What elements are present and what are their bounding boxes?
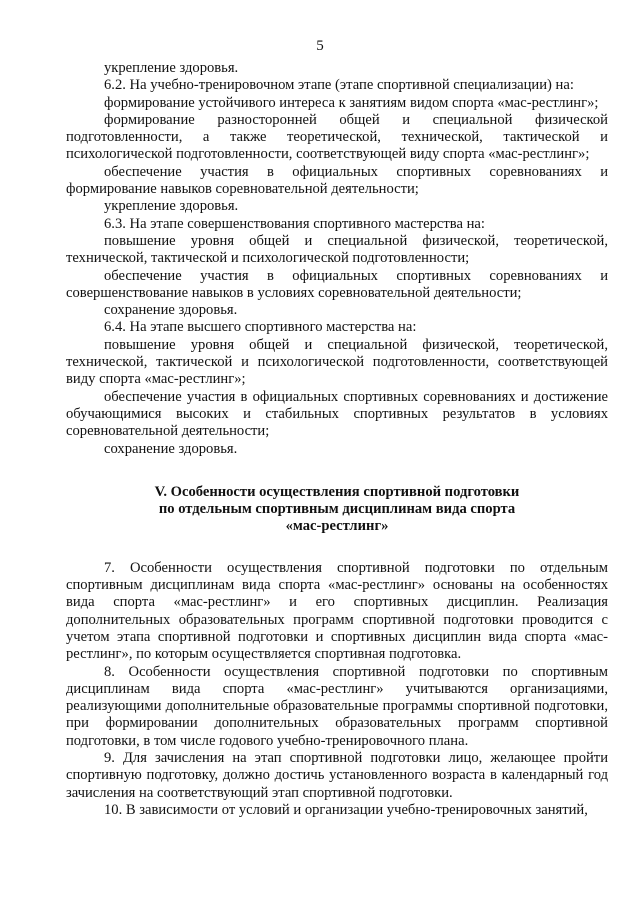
section-heading-line: «мас-рестлинг» [285, 518, 389, 535]
paragraph: формирование разносторонней общей и специальной физической подготовленности, а также теоретической, технической, тактической и психологической подготовленности, соответствующей виду спорта «мас-рестлинг»; [66, 111, 608, 163]
paragraph: обеспечение участия в официальных спортивных соревнованиях и совершенствование навыков в условиях соревновательной деятельности; [66, 267, 608, 301]
paragraph: сохранение здоровья. [104, 302, 238, 319]
paragraph: сохранение здоровья. [104, 440, 238, 457]
section-heading [66, 484, 608, 536]
page-number: 5 [316, 38, 324, 54]
section-heading-line: по отдельным спортивным дисциплинам вида спорта [158, 501, 516, 518]
paragraph: 8. Особенности осуществления спортивной подготовки по спортивным дисциплинам вида спорта «мас-рестлинг» учитываются организациями, реализующими дополнительные образовательные программы спортивной подготовки, при формировании дополнительных образовательных программ спортивной подготовки, в том числе годового учебно-тренировочного плана. [66, 663, 608, 749]
paragraph: 6.4. На этапе высшего спортивного мастерства на: [104, 319, 417, 336]
section-heading-line: V. Особенности осуществления спортивной подготовки [154, 483, 520, 500]
paragraph: укрепление здоровья. [104, 60, 239, 76]
paragraph: 9. Для зачисления на этап спортивной подготовки лицо, желающее пройти спортивную подготовку, должно достичь установленного возраста в календарный год зачисления на соответствующий этап спортивной подготовки. [66, 749, 608, 801]
paragraph: повышение уровня общей и специальной физической, теоретической, технической, тактической и психологической подготовленности, соответствующей виду спорта «мас-рестлинг»; [66, 336, 608, 388]
paragraph: укрепление здоровья. [104, 198, 239, 215]
paragraph: повышение уровня общей и специальной физической, теоретической, технической, тактической и психологической подготовленности; [66, 232, 608, 267]
paragraph: 6.3. На этапе совершенствования спортивного мастерства на: [104, 215, 485, 232]
paragraph: 7. Особенности осуществления спортивной подготовки по отдельным спортивным дисциплинам вида спорта «мас-рестлинг» основаны на особенностях вида спорта «мас-рестлинг» и его спортивных дисциплин. Реализация дополнительных образовательных программ спортивной подготовки проводится с учетом этапа спортивной подготовки и спортивных дисциплин вида спорта «мас-рестлинг», по которым осуществляется спортивная подготовка. [66, 559, 608, 663]
paragraph: обеспечение участия в официальных спортивных соревнованиях и достижение обучающимися высоких и стабильных спортивных результатов в условиях соревновательной деятельности; [66, 388, 608, 440]
paragraph: 10. В зависимости от условий и организации учебно-тренировочных занятий, [104, 801, 588, 818]
paragraph: формирование устойчивого интереса к занятиям видом спорта «мас-рестлинг»; [104, 94, 599, 111]
paragraph: 6.2. На учебно-тренировочном этапе (этапе спортивной специализации) на: [104, 77, 574, 94]
paragraph: обеспечение участия в официальных спортивных соревнованиях и формирование навыков соревновательной деятельности; [66, 163, 608, 198]
document-body [66, 60, 608, 819]
